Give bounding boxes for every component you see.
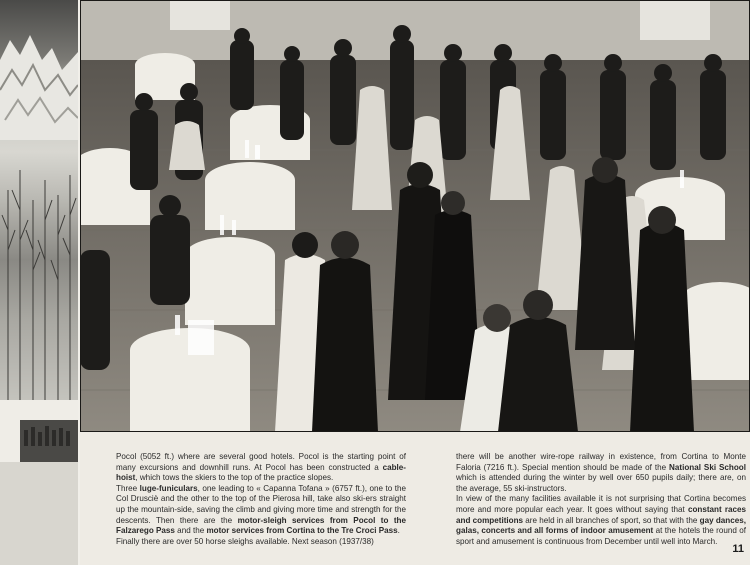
ballroom-dance-photo	[80, 0, 750, 432]
text-run: are held in all branches of sport, so that with the	[523, 515, 700, 525]
article-text	[80, 432, 750, 565]
page-number: 11	[732, 543, 744, 555]
paragraph	[456, 494, 746, 547]
text-run: at the hotels the round of sport and amusement is continuous from December until well into March.	[456, 526, 746, 546]
text-column-right	[456, 452, 746, 547]
text-run: Pocol (5052 ft.) where are several good hotels. Pocol is the starting point of many excursions and downhill runs. At Pocol has been constructed a	[116, 452, 406, 472]
text-run: Finally there are over 50 horse sleighs available. Next season (1937/38)	[116, 536, 374, 546]
text-column-left	[116, 452, 406, 547]
ski-slope-photo	[0, 400, 78, 565]
bold-phrase: luge-funiculars	[139, 483, 198, 493]
bold-phrase: gay dances, galas, concerts and all forms of indoor amusement	[456, 515, 746, 536]
paragraph	[116, 537, 406, 548]
bare-trees-illustration	[0, 160, 78, 400]
text-run: and the	[174, 526, 207, 536]
text-run: which is attended during the winter by well over 650 pupils daily; there are, on the average, 55 ski-instructors.	[456, 473, 746, 493]
text-run: there will be another wire-rope railway in existence, from Cortina to Monte Faloria (7216 ft.). Special mention should be made of the	[456, 452, 746, 472]
text-run: .	[397, 526, 400, 536]
paragraph	[116, 484, 406, 537]
left-page-strip	[0, 0, 81, 565]
bold-phrase: cable-hoist	[116, 462, 406, 483]
text-run: , which tows the skiers to the top of the practice slopes.	[135, 473, 334, 483]
mountain-ridge-illustration	[0, 30, 78, 140]
text-run: In view of the many facilities available it is not surprising that Cortina becomes more and more popular each year. It goes without saying that	[456, 494, 746, 514]
text-run: , one leading to « Capanna Tofana » (6757 ft.), one to the Col Drusciè and the other to the top of the Pierosa hill, take also ski-ers straight up the mountain-side, saving the climb and giving more time and strength for the descents. Then there are the	[116, 483, 406, 525]
bold-phrase: motor services from Cortina to the Tre Croci Pass	[206, 526, 398, 536]
bold-phrase: constant races and competitions	[456, 504, 746, 525]
text-run: Three	[116, 483, 140, 493]
paragraph	[456, 452, 746, 494]
dancing-couples-illustration	[80, 0, 750, 432]
bold-phrase: motor-sleigh services from Pocol to the Falzarego Pass	[116, 515, 406, 536]
paragraph	[116, 452, 406, 484]
snowy-mountain-photo	[0, 0, 78, 400]
skiers-silhouette-illustration	[0, 400, 78, 565]
bold-phrase: National Ski School	[669, 462, 746, 472]
